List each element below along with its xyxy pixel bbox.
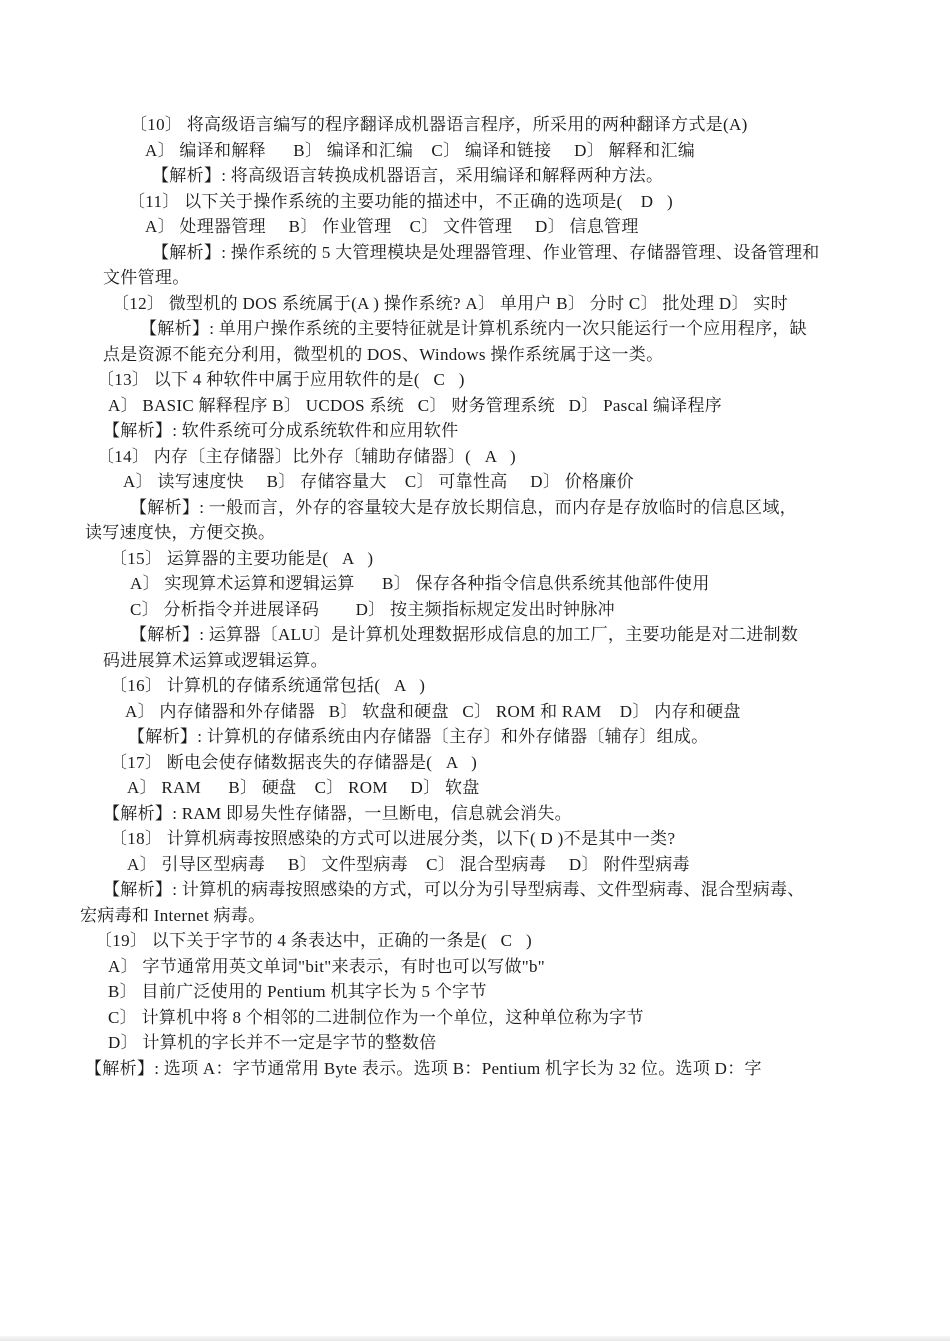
explanation-line: 【解析】: 选项 A：字节通常用 Byte 表示。选项 B：Pentium 机字长为 32 位。选项 D：字 xyxy=(85,1058,762,1078)
question-line: 〔16〕 计算机的存储系统通常包括( A ) xyxy=(110,676,426,695)
question-13 xyxy=(0,367,950,444)
explanation-line: 【解析】: 软件系统可分成系统软件和应用软件 xyxy=(103,421,459,440)
continuation-line: 点是资源不能充分利用，微型机的 DOS、Windows 操作系统属于这一类。 xyxy=(103,344,664,364)
explanation-line: 【解析】: 一般而言，外存的容量较大是存放长期信息，而内存是存放临时的信息区域， xyxy=(130,497,797,517)
question-19 xyxy=(0,928,950,1081)
question-11 xyxy=(0,189,950,291)
question-16 xyxy=(0,673,950,750)
options-line: A〕 内存储器和外存储器 B〕 软盘和硬盘 C〕 ROM 和 RAM D〕 内存和硬盘 xyxy=(125,701,741,721)
question-line: 〔10〕 将高级语言编写的程序翻译成机器语言程序，所采用的两种翻译方式是(A) xyxy=(130,115,748,134)
question-18 xyxy=(0,826,950,928)
options-line: A〕 BASIC 解释程序 B〕 UCDOS 系统 C〕 财务管理系统 D〕 Pascal 编译程序 xyxy=(108,395,723,415)
options-line: A〕 编译和解释 B〕 编译和汇编 C〕 编译和链接 D〕 解释和汇编 xyxy=(145,140,696,160)
option-line-b: B〕 目前广泛使用的 Pentium 机其字长为 5 个字节 xyxy=(108,982,487,1001)
options-line: A〕 RAM B〕 硬盘 C〕 ROM D〕 软盘 xyxy=(127,778,480,797)
explanation-line: 【解析】: 操作系统的 5 大管理模块是处理器管理、作业管理、存储器管理、设备管理和 xyxy=(152,242,820,262)
explanation-line: 【解析】: 计算机的存储系统由内存储器〔主存〕和外存储器〔辅存〕组成。 xyxy=(128,727,709,746)
options-line: A〕 处理器管理 B〕 作业管理 C〕 文件管理 D〕 信息管理 xyxy=(145,217,639,236)
options-line: A〕 引导区型病毒 B〕 文件型病毒 C〕 混合型病毒 D〕 附件型病毒 xyxy=(127,854,690,874)
option-line-a: A〕 字节通常用英文单词"bit"来表示，有时也可以写做"b" xyxy=(108,956,546,976)
explanation-line: 【解析】: 运算器〔ALU〕是计算机处理数据形成信息的加工厂，主要功能是对二进制数 xyxy=(130,625,799,644)
continuation-line: 读写速度快，方便交换。 xyxy=(85,523,276,542)
continuation-line: 文件管理。 xyxy=(103,268,190,287)
question-12 xyxy=(0,291,950,368)
options-line: A〕 实现算术运算和逻辑运算 B〕 保存各种指令信息供系统其他部件使用 xyxy=(130,574,710,593)
option-line-d: D〕 计算机的字长并不一定是字节的整数倍 xyxy=(108,1033,437,1052)
question-line: 〔14〕 内存〔主存储器〕比外存〔辅助存储器〕( A ) xyxy=(97,446,517,466)
question-line: 〔17〕 断电会使存储数据丧失的存储器是( A ) xyxy=(110,752,478,772)
question-line: 〔19〕 以下关于字节的 4 条表达中，正确的一条是( C ) xyxy=(95,931,532,950)
question-15 xyxy=(0,546,950,674)
page-bottom-edge xyxy=(0,1336,950,1341)
explanation-line: 【解析】: RAM 即易失性存储器，一旦断电，信息就会消失。 xyxy=(103,803,572,823)
question-line: 〔12〕 微型机的 DOS 系统属于(A ) 操作系统? A〕 单用户 B〕 分时 C〕 批处理 D〕 实时 xyxy=(112,293,788,313)
question-line: 〔11〕 以下关于操作系统的主要功能的描述中，不正确的选项是( D ) xyxy=(128,191,673,211)
explanation-line: 【解析】: 将高级语言转换成机器语言，采用编译和解释两种方法。 xyxy=(152,166,664,185)
question-line: 〔15〕 运算器的主要功能是( A ) xyxy=(110,548,374,568)
question-10 xyxy=(0,112,950,189)
explanation-line: 【解析】: 计算机的病毒按照感染的方式，可以分为引导型病毒、文件型病毒、混合型病毒、 xyxy=(103,880,805,899)
question-line: 〔13〕 以下 4 种软件中属于应用软件的是( C ) xyxy=(97,370,465,389)
options-line: A〕 读写速度快 B〕 存储容量大 C〕 可靠性高 D〕 价格廉价 xyxy=(123,472,634,491)
question-17 xyxy=(0,750,950,827)
continuation-line: 宏病毒和 Internet 病毒。 xyxy=(80,905,266,925)
question-line: 〔18〕 计算机病毒按照感染的方式可以进展分类，以下( D )不是其中一类? xyxy=(110,829,676,848)
question-14 xyxy=(0,444,950,546)
explanation-line: 【解析】: 单用户操作系统的主要特征就是计算机系统内一次只能运行一个应用程序，缺 xyxy=(140,319,807,338)
option-line-c: C〕 计算机中将 8 个相邻的二进制位作为一个单位，这种单位称为字节 xyxy=(108,1007,644,1027)
continuation-line: 码进展算术运算或逻辑运算。 xyxy=(103,650,328,670)
options-line: C〕 分析指令并进展译码 D〕 按主频指标规定发出时钟脉冲 xyxy=(130,599,615,619)
